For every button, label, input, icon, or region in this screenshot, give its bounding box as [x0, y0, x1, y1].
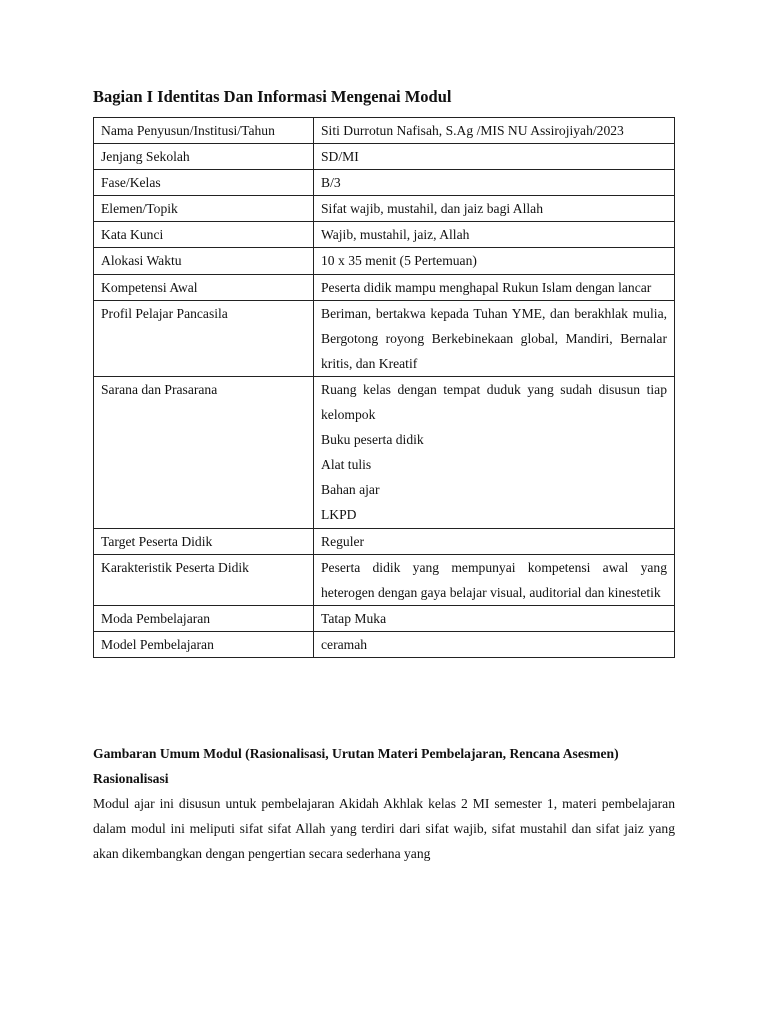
row-value [314, 528, 675, 554]
row-value-line: Alat tulis [321, 457, 372, 473]
row-value-line: Ruang kelas dengan tempat duduk yang sudah disusun tiap kelompok [321, 381, 667, 423]
row-label: Fase/Kelas [94, 170, 314, 196]
row-label: Karakteristik Peserta Didik [94, 554, 314, 605]
table-row [94, 196, 675, 222]
row-value [314, 144, 675, 170]
table-row [94, 300, 675, 376]
table-row [94, 222, 675, 248]
row-label: Elemen/Topik [94, 196, 314, 222]
row-value [314, 376, 675, 528]
row-value [314, 554, 675, 605]
row-label: Moda Pembelajaran [94, 605, 314, 631]
row-label: Jenjang Sekolah [94, 144, 314, 170]
section-title: Bagian I Identitas Dan Informasi Mengenai Modul [93, 87, 452, 106]
row-value-line: Peserta didik mampu menghapal Rukun Islam dengan lancar [321, 279, 652, 295]
row-value [314, 118, 675, 144]
row-value [314, 222, 675, 248]
module-overview [93, 741, 675, 867]
row-value-line: Sifat wajib, mustahil, dan jaiz bagi Allah [321, 201, 543, 217]
row-label: Alokasi Waktu [94, 248, 314, 274]
row-value [314, 248, 675, 274]
table-row [94, 118, 675, 144]
table-row [94, 631, 675, 657]
row-value-line: Reguler [321, 533, 365, 549]
row-value-line: Peserta didik yang mempunyai kompetensi awal yang heterogen dengan gaya belajar visual, auditorial dan kinestetik [321, 559, 667, 600]
table-row [94, 528, 675, 554]
module-identity-table [93, 117, 675, 658]
row-value-line: Siti Durrotun Nafisah, S.Ag /MIS NU Assirojiyah/2023 [321, 123, 624, 138]
row-label: Kata Kunci [94, 222, 314, 248]
row-value-line: Beriman, bertakwa kepada Tuhan YME, dan berakhlak mulia, Bergotong royong Berkebinekaan global, Mandiri, Bernalar kritis, dan Kreatif [321, 305, 667, 371]
row-value-line: ceramah [321, 636, 368, 652]
row-label: Model Pembelajaran [94, 631, 314, 657]
row-value-line: B/3 [321, 175, 341, 191]
row-value-line: 10 x 35 menit (5 Pertemuan) [321, 253, 477, 269]
row-value [314, 274, 675, 300]
table-row [94, 274, 675, 300]
rationale-paragraph: Modul ajar ini disusun untuk pembelajaran Akidah Akhlak kelas 2 MI semester 1, materi pembelajaran dalam modul ini meliputi sifat sifat Allah yang terdiri dari sifat wajib, sifat mustahil dan sifat jaiz yang akan dikembangkan dengan pengertian secara sederhana yang [93, 796, 675, 862]
row-value-line: Bahan ajar [321, 482, 380, 498]
row-value-line: Buku peserta didik [321, 432, 424, 448]
table-row [94, 554, 675, 605]
row-value [314, 605, 675, 631]
table-row [94, 605, 675, 631]
table-row [94, 144, 675, 170]
row-value-line: Tatap Muka [321, 610, 387, 626]
rationale-heading: Rasionalisasi [93, 771, 169, 786]
row-value [314, 170, 675, 196]
table-row [94, 170, 675, 196]
row-label: Profil Pelajar Pancasila [94, 300, 314, 376]
row-value [314, 196, 675, 222]
row-label: Nama Penyusun/Institusi/Tahun [94, 118, 314, 144]
row-value [314, 300, 675, 376]
row-label: Kompetensi Awal [94, 274, 314, 300]
row-value [314, 631, 675, 657]
row-value-line: Wajib, mustahil, jaiz, Allah [321, 227, 470, 243]
row-label: Sarana dan Prasarana [94, 376, 314, 528]
row-value-line: SD/MI [321, 149, 359, 165]
row-value-line: LKPD [321, 507, 357, 523]
table-row [94, 376, 675, 528]
identity-table-body [94, 118, 675, 658]
table-row [94, 248, 675, 274]
overview-heading: Gambaran Umum Modul (Rasionalisasi, Urutan Materi Pembelajaran, Rencana Asesmen) [93, 746, 619, 761]
row-label: Target Peserta Didik [94, 528, 314, 554]
